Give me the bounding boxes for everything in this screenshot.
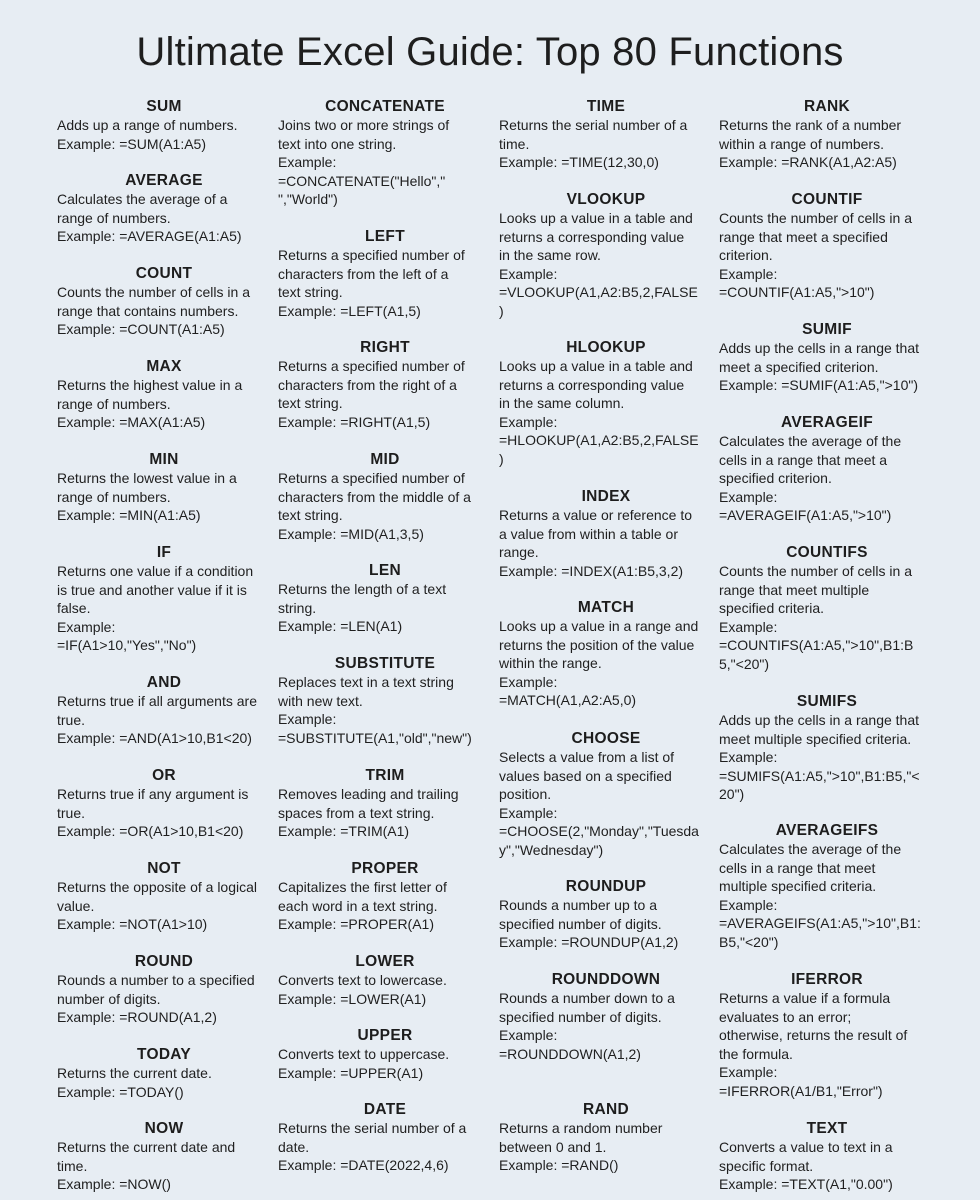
- function-example: Example: =TODAY(): [57, 1083, 184, 1100]
- function-example: Example: =LEN(A1): [278, 618, 403, 635]
- function-name: MIN: [149, 451, 179, 468]
- function-entry-if: [57, 544, 271, 655]
- function-example: Example: =ROUNDDOWN(A1,2): [499, 1027, 641, 1062]
- function-name: IF: [156, 544, 172, 561]
- function-name: ROUND: [134, 953, 194, 970]
- function-description: Adds up a range of numbers.: [57, 117, 238, 133]
- function-description: Returns a specified number of characters from the right of a text string.: [278, 358, 465, 412]
- function-entry-max: [57, 358, 271, 432]
- function-name: DATE: [363, 1101, 407, 1118]
- function-entry-upper: [278, 1027, 492, 1082]
- function-entry-rand: [499, 1101, 713, 1175]
- function-description: Converts text to lowercase.: [278, 972, 447, 988]
- function-name: RAND: [583, 1101, 629, 1118]
- function-name: RIGHT: [360, 339, 410, 356]
- function-example: Example: =LOWER(A1): [278, 990, 427, 1007]
- function-example: Example: =CHOOSE(2,"Monday","Tuesda y","Wednesday"): [499, 804, 699, 858]
- function-example: Example: =SUBSTITUTE(A1,"old","new"): [278, 711, 472, 746]
- function-example: Example: =COUNT(A1:A5): [57, 321, 225, 338]
- function-description: Joins two or more strings of text into one string.: [278, 117, 450, 152]
- function-description: Returns a value or reference to a value from within a table or range.: [499, 507, 692, 561]
- function-entry-averageif: [719, 414, 935, 525]
- function-example: Example: =NOT(A1>10): [57, 916, 208, 933]
- function-name: IFERROR: [791, 971, 863, 988]
- function-entry-today: [57, 1046, 271, 1101]
- function-name: PROPER: [351, 860, 419, 877]
- function-description: Counts the number of cells in a range that meet a specified criterion.: [719, 210, 912, 264]
- function-example: Example: =AVERAGE(A1:A5): [57, 228, 242, 245]
- function-entry-vlookup: [499, 191, 713, 321]
- function-description: Returns the current date.: [57, 1065, 212, 1081]
- function-name: NOT: [147, 860, 181, 877]
- function-entry-rounddown: [499, 971, 713, 1063]
- function-entry-right: [278, 339, 492, 431]
- function-entry-roundup: [499, 878, 713, 952]
- function-name: VLOOKUP: [566, 191, 646, 208]
- function-example: Example: =TEXT(A1,"0.00"): [719, 1176, 893, 1193]
- function-example: Example: =IF(A1>10,"Yes","No"): [57, 618, 197, 654]
- function-description: Returns the serial number of a date.: [278, 1120, 467, 1155]
- function-example: Example: =AND(A1>10,B1<20): [57, 730, 252, 747]
- function-example: Example: =DATE(2022,4,6): [278, 1157, 449, 1174]
- function-description: Calculates the average of the cells in a range that meet multiple specified criteria.: [719, 841, 902, 895]
- function-description: Returns the opposite of a logical value.: [57, 879, 258, 914]
- function-description: Rounds a number down to a specified number of digits.: [499, 990, 675, 1025]
- function-description: Returns a specified number of characters from the left of a text string.: [278, 247, 465, 301]
- function-name: RANK: [804, 98, 850, 115]
- function-example: Example: =IFERROR(A1/B1,"Error"): [719, 1064, 883, 1099]
- function-description: Returns the highest value in a range of numbers.: [57, 377, 243, 412]
- function-example: Example: =CONCATENATE("Hello"," ","World"): [278, 154, 446, 208]
- function-example: Example: =COUNTIFS(A1:A5,">10",B1:B 5,"<20"): [719, 618, 914, 672]
- function-name: MATCH: [577, 599, 635, 616]
- function-name: AVERAGEIFS: [775, 822, 879, 839]
- function-entry-hlookup: [499, 339, 713, 469]
- function-name: TIME: [586, 98, 626, 115]
- function-example: Example: =RANK(A1,A2:A5): [719, 154, 897, 171]
- function-example: Example: =RIGHT(A1,5): [278, 413, 431, 430]
- function-name: NOW: [144, 1120, 184, 1137]
- function-name: MID: [370, 451, 400, 468]
- function-description: Calculates the average of the cells in a range that meet a specified criterion.: [719, 433, 902, 487]
- function-example: Example: =OR(A1>10,B1<20): [57, 823, 244, 840]
- function-entry-sumif: [719, 321, 935, 395]
- function-entry-iferror: [719, 971, 935, 1101]
- function-entry-left: [278, 228, 492, 320]
- function-entry-text: [719, 1120, 935, 1194]
- function-name: COUNT: [135, 265, 193, 282]
- function-example: Example: =ROUNDUP(A1,2): [499, 934, 679, 951]
- function-example: Example: =TRIM(A1): [278, 823, 410, 840]
- function-entry-average: [57, 172, 271, 246]
- function-description: Removes leading and trailing spaces from a text string.: [278, 786, 459, 821]
- function-description: Returns the lowest value in a range of numbers.: [57, 470, 237, 505]
- function-example: Example: =AVERAGEIF(A1:A5,">10"): [719, 488, 892, 524]
- function-description: Calculates the average of a range of numbers.: [57, 191, 228, 226]
- function-entry-sum: [57, 98, 271, 153]
- function-entry-countifs: [719, 544, 935, 674]
- function-name: AND: [146, 674, 182, 691]
- function-entry-or: [57, 767, 271, 841]
- function-name: TODAY: [136, 1046, 192, 1063]
- function-example: Example: =MATCH(A1,A2:A5,0): [499, 673, 637, 709]
- function-example: Example: =AVERAGEIFS(A1:A5,">10",B1: B5,"<20"): [719, 896, 921, 950]
- function-description: Returns a random number between 0 and 1.: [499, 1120, 663, 1155]
- function-example: Example: =PROPER(A1): [278, 916, 434, 933]
- page-title: Ultimate Excel Guide: Top 80 Functions: [136, 30, 844, 74]
- function-name: SUBSTITUTE: [334, 655, 436, 672]
- function-description: Counts the number of cells in a range that meet multiple specified criteria.: [719, 563, 912, 617]
- function-entry-time: [499, 98, 713, 172]
- function-name: OR: [152, 767, 176, 784]
- function-description: Returns the length of a text string.: [278, 581, 447, 616]
- function-name: ROUNDDOWN: [551, 971, 661, 988]
- function-entry-and: [57, 674, 271, 748]
- function-name: UPPER: [357, 1027, 413, 1044]
- function-entry-round: [57, 953, 271, 1027]
- function-example: Example: =MID(A1,3,5): [278, 525, 424, 542]
- function-name: SUMIFS: [796, 693, 858, 710]
- function-example: Example: =SUMIF(A1:A5,">10"): [719, 377, 919, 394]
- function-entry-index: [499, 488, 713, 580]
- function-entry-lower: [278, 953, 492, 1008]
- function-name: TEXT: [806, 1120, 848, 1137]
- function-example: Example: =COUNTIF(A1:A5,">10"): [719, 265, 875, 301]
- function-name: HLOOKUP: [566, 339, 646, 356]
- function-description: Returns the current date and time.: [57, 1139, 236, 1174]
- function-description: Capitalizes the first letter of each word in a text string.: [278, 879, 447, 914]
- function-example: Example: =SUMIFS(A1:A5,">10",B1:B5,"< 20"): [719, 749, 920, 803]
- function-name: LEN: [369, 562, 401, 579]
- function-description: Counts the number of cells in a range that contains numbers.: [57, 284, 250, 319]
- function-entry-min: [57, 451, 271, 525]
- function-description: Replaces text in a text string with new text.: [278, 674, 454, 709]
- function-entry-proper: [278, 860, 492, 934]
- function-entry-count: [57, 265, 271, 339]
- function-name: AVERAGE: [125, 172, 203, 189]
- function-description: Returns the serial number of a time.: [499, 117, 688, 152]
- function-name: ROUNDUP: [565, 878, 647, 895]
- function-example: Example: =HLOOKUP(A1,A2:B5,2,FALSE ): [499, 413, 699, 467]
- function-description: Rounds a number to a specified number of digits.: [57, 972, 255, 1007]
- function-name: LEFT: [365, 228, 405, 245]
- function-example: Example: =TIME(12,30,0): [499, 154, 659, 171]
- function-entry-date: [278, 1101, 492, 1175]
- function-entry-rank: [719, 98, 935, 172]
- function-description: Returns one value if a condition is true and another value if it is false.: [57, 563, 254, 617]
- function-name: INDEX: [581, 488, 631, 505]
- function-example: Example: =UPPER(A1): [278, 1064, 424, 1081]
- function-example: Example: =LEFT(A1,5): [278, 302, 421, 319]
- function-description: Returns true if any argument is true.: [57, 786, 249, 821]
- function-name: CONCATENATE: [325, 98, 445, 115]
- function-description: Converts a value to text in a specific format.: [719, 1139, 893, 1174]
- function-description: Returns true if all arguments are true.: [57, 693, 257, 728]
- function-description: Returns the rank of a number within a range of numbers.: [719, 117, 902, 152]
- function-entry-match: [499, 599, 713, 710]
- function-entry-averageifs: [719, 822, 935, 952]
- function-entry-choose: [499, 730, 713, 860]
- function-description: Looks up a value in a table and returns a corresponding value in the same row.: [499, 210, 693, 264]
- function-name: AVERAGEIF: [781, 414, 873, 431]
- function-entry-now: [57, 1120, 271, 1194]
- function-example: Example: =INDEX(A1:B5,3,2): [499, 562, 684, 579]
- function-name: CHOOSE: [571, 730, 641, 747]
- function-entry-mid: [278, 451, 492, 543]
- function-name: TRIM: [365, 767, 405, 784]
- function-name: MAX: [146, 358, 182, 375]
- function-entry-len: [278, 562, 492, 636]
- function-entry-countif: [719, 191, 935, 302]
- function-entry-not: [57, 860, 271, 934]
- function-description: Converts text to uppercase.: [278, 1046, 450, 1062]
- function-description: Looks up a value in a range and returns the position of the value within the range.: [499, 618, 699, 672]
- function-name: SUM: [146, 98, 182, 115]
- function-description: Adds up the cells in a range that meet a specified criterion.: [719, 340, 920, 375]
- function-description: Returns a value if a formula evaluates to an error; otherwise, returns the result of the formula.: [719, 990, 908, 1062]
- function-description: Looks up a value in a table and returns a corresponding value in the same column.: [499, 358, 693, 412]
- function-name: COUNTIF: [791, 191, 863, 208]
- function-description: Selects a value from a list of values based on a specified position.: [499, 749, 675, 803]
- function-name: COUNTIFS: [786, 544, 868, 561]
- function-example: Example: =RAND(): [499, 1157, 619, 1174]
- function-example: Example: =SUM(A1:A5): [57, 135, 206, 152]
- function-name: SUMIF: [802, 321, 852, 338]
- function-description: Adds up the cells in a range that meet multiple specified criteria.: [719, 712, 920, 747]
- function-example: Example: =ROUND(A1,2): [57, 1009, 217, 1026]
- function-example: Example: =VLOOKUP(A1,A2:B5,2,FALSE ): [499, 265, 698, 319]
- function-description: Returns a specified number of characters from the middle of a text string.: [278, 470, 471, 524]
- function-description: Rounds a number up to a specified number of digits.: [499, 897, 662, 932]
- function-entry-substitute: [278, 655, 492, 747]
- function-example: Example: =NOW(): [57, 1176, 171, 1193]
- function-entry-sumifs: [719, 693, 935, 804]
- function-name: LOWER: [355, 953, 415, 970]
- function-entry-concatenate: [278, 98, 492, 209]
- function-example: Example: =MAX(A1:A5): [57, 414, 206, 431]
- function-entry-trim: [278, 767, 492, 841]
- function-example: Example: =MIN(A1:A5): [57, 507, 201, 524]
